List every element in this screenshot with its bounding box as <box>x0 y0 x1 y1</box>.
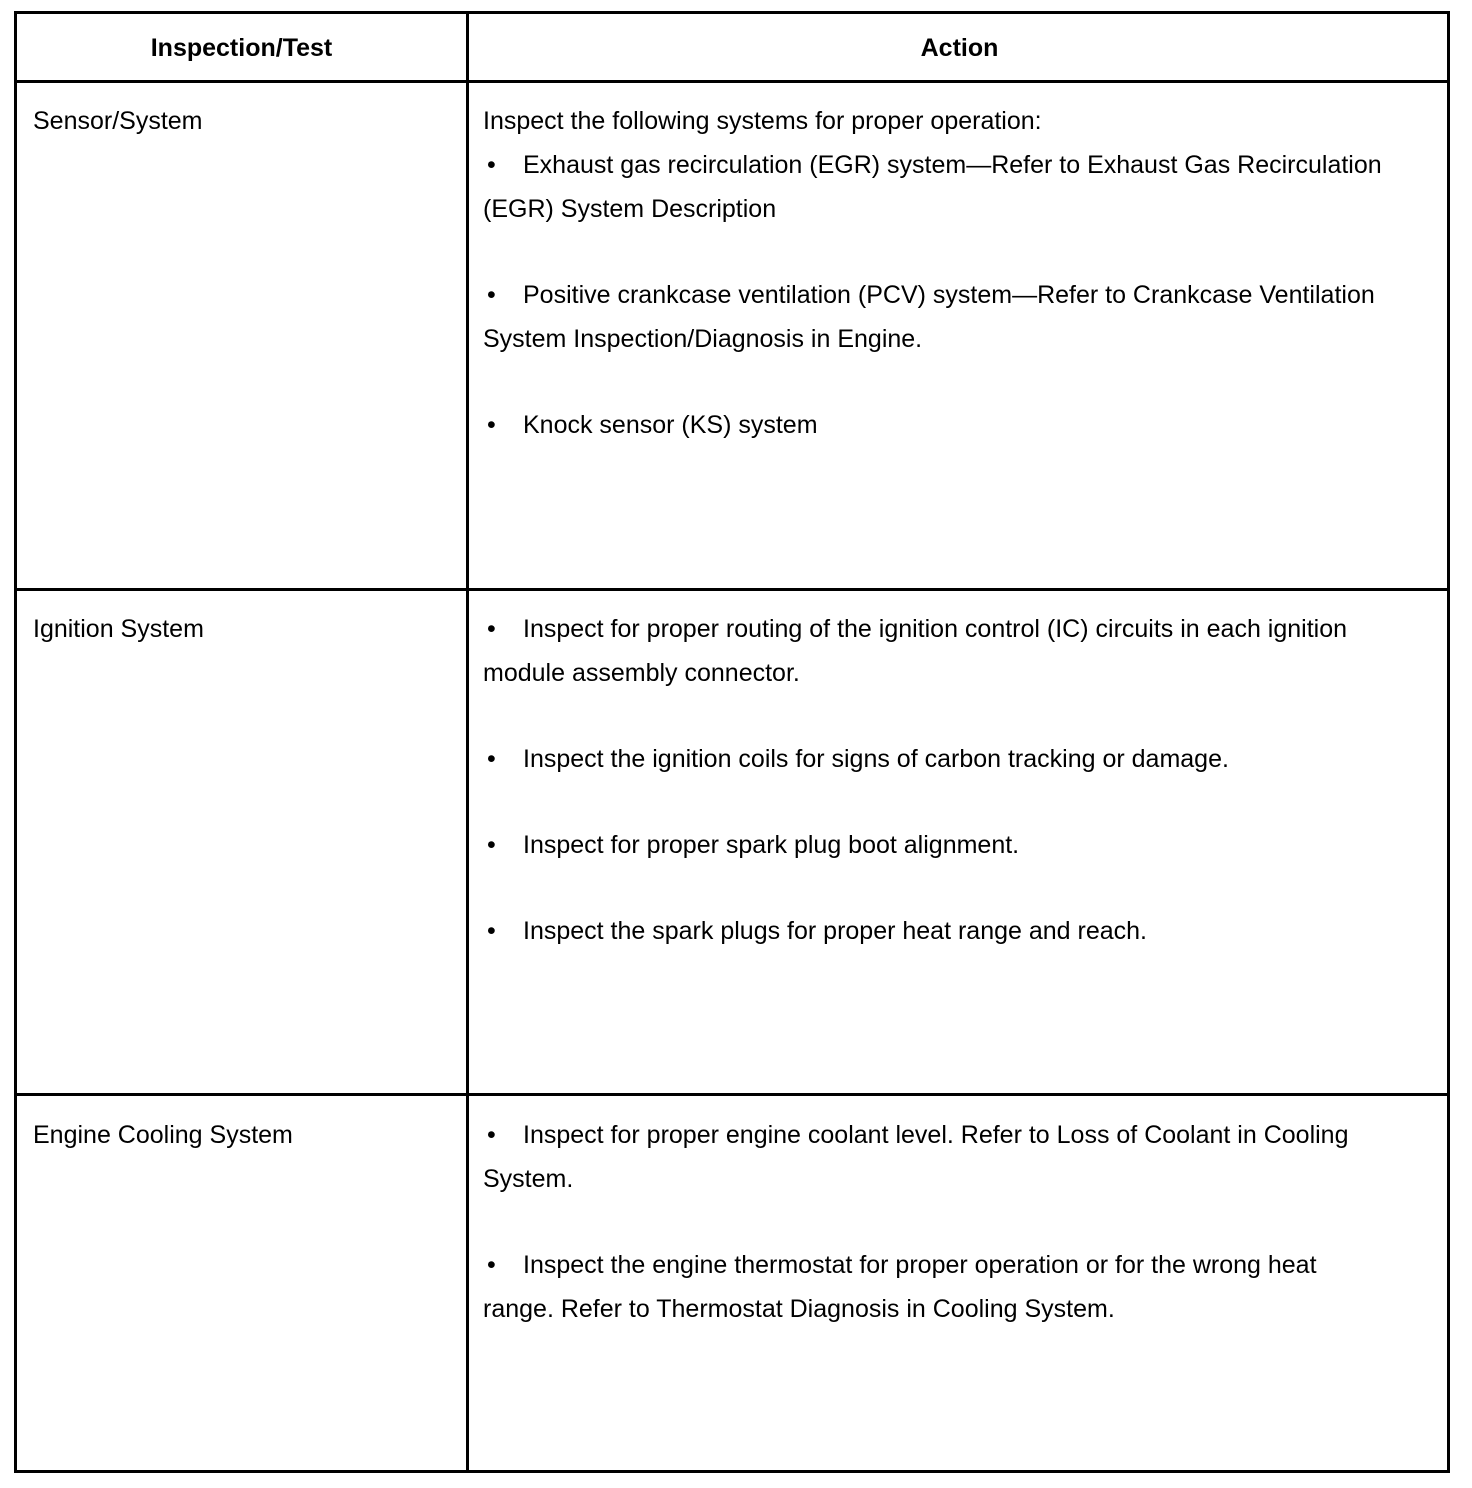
row-1-lead: Inspect the following systems for proper operation: <box>483 107 1042 135</box>
row-2-inspection: Ignition System <box>33 615 204 643</box>
bullet-icon: • <box>487 615 496 643</box>
list-item: • Inspect the ignition coils for signs of carbon tracking or damage. <box>483 737 1383 781</box>
bullet-icon: • <box>487 1251 496 1279</box>
list-item: • Inspect for proper routing of the ignition control (IC) circuits in each ignition module assembly connector. <box>483 607 1383 695</box>
list-item: • Inspect the engine thermostat for proper operation or for the wrong heat range. Refer to Thermostat Diagnosis in Cooling System. <box>483 1243 1383 1331</box>
bullet-icon: • <box>487 151 496 179</box>
list-item: • Knock sensor (KS) system <box>483 403 1383 447</box>
row-1-inspection: Sensor/System <box>33 107 203 135</box>
inspection-table <box>14 11 1450 1473</box>
bullet-icon: • <box>487 1121 496 1149</box>
list-item: • Inspect for proper spark plug boot alignment. <box>483 823 1383 867</box>
list-item: • Positive crankcase ventilation (PCV) system—Refer to Crankcase Ventilation System Inspection/Diagnosis in Engine. <box>483 273 1383 361</box>
bullet-icon: • <box>487 745 496 773</box>
bullet-icon: • <box>487 411 496 439</box>
bullet-icon: • <box>487 831 496 859</box>
list-item: • Inspect the spark plugs for proper heat range and reach. <box>483 909 1383 953</box>
column-divider <box>466 14 469 1470</box>
bullet-icon: • <box>487 917 496 945</box>
list-item: • Exhaust gas recirculation (EGR) system—Refer to Exhaust Gas Recirculation (EGR) System Description <box>483 143 1383 231</box>
bullet-icon: • <box>487 281 496 309</box>
header-inspection-test: Inspection/Test <box>150 33 333 62</box>
header-action: Action <box>920 33 999 62</box>
row-divider-2 <box>17 1093 1447 1096</box>
row-3-action <box>483 1113 1383 1331</box>
row-1-action <box>483 99 1383 447</box>
row-2-action <box>483 607 1383 953</box>
row-3-inspection: Engine Cooling System <box>33 1121 293 1149</box>
row-divider-1 <box>17 588 1447 591</box>
list-item: • Inspect for proper engine coolant level. Refer to Loss of Coolant in Cooling System. <box>483 1113 1383 1201</box>
